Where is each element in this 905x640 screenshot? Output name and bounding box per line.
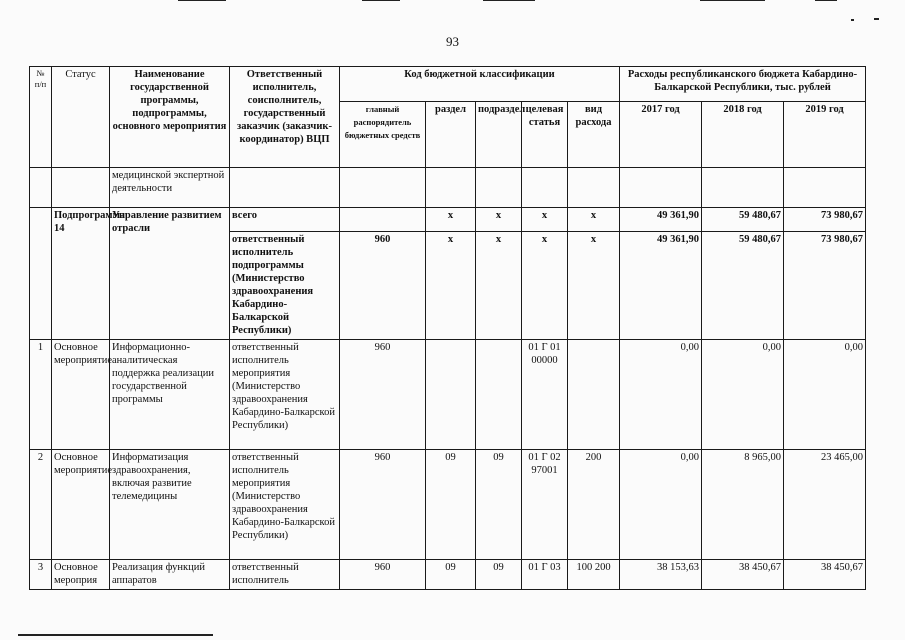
bottom-scan-line: [18, 634, 213, 636]
cell-status: Основное мероприятие: [52, 450, 110, 560]
cell-2017: 49 361,90: [620, 232, 702, 340]
cell-resp: ответственный исполнитель: [230, 560, 340, 590]
cell-podrazdel: 09: [476, 450, 522, 560]
scan-artifact-dot: [851, 19, 854, 21]
cell-2018: 59 480,67: [702, 208, 784, 232]
cell-razdel: 09: [426, 450, 476, 560]
cell-2017: 0,00: [620, 450, 702, 560]
scan-artifact-line: [362, 0, 400, 1]
cell-target: х: [522, 232, 568, 340]
cell-grbs: [340, 168, 426, 208]
cell-resp: ответственный исполнитель подпрограммы (Министерство здравоохранения Кабардино-Балкарской Республики): [230, 232, 340, 340]
cell-podrazdel: [476, 168, 522, 208]
cell-target: 01 Г 03: [522, 560, 568, 590]
header-razdel: раздел: [426, 102, 476, 168]
header-vid: вид расхода: [568, 102, 620, 168]
cell-vid: [568, 340, 620, 450]
cell-2018: 38 450,67: [702, 560, 784, 590]
cell-2019: [784, 168, 866, 208]
cell-name: медицинской экспертной деятельности: [110, 168, 230, 208]
cell-vid: х: [568, 208, 620, 232]
cell-razdel: х: [426, 232, 476, 340]
cell-target: [522, 168, 568, 208]
header-num: № п/п: [30, 67, 52, 168]
cell-podrazdel: х: [476, 208, 522, 232]
header-status: Статус: [52, 67, 110, 168]
table-row: [30, 450, 866, 560]
table-row: [30, 340, 866, 450]
cell-status: [52, 168, 110, 208]
cell-2019: 23 465,00: [784, 450, 866, 560]
header-2019: 2019 год: [784, 102, 866, 168]
scan-artifact-line: [815, 0, 837, 1]
cell-resp: всего: [230, 208, 340, 232]
cell-2019: 73 980,67: [784, 208, 866, 232]
cell-podrazdel: 09: [476, 560, 522, 590]
cell-razdel: [426, 340, 476, 450]
table-row: [30, 208, 866, 232]
header-target: целевая статья: [522, 102, 568, 168]
table-row: [30, 168, 866, 208]
cell-vid: 200: [568, 450, 620, 560]
cell-2017: 49 361,90: [620, 208, 702, 232]
cell-grbs: 960: [340, 340, 426, 450]
cell-target: х: [522, 208, 568, 232]
cell-target: 01 Г 02 97001: [522, 450, 568, 560]
scan-artifact-line: [483, 0, 535, 1]
header-2018: 2018 год: [702, 102, 784, 168]
cell-num: 2: [30, 450, 52, 560]
header-expenses: Расходы республиканского бюджета Кабардино-Балкарской Республики, тыс. рублей: [620, 67, 866, 102]
header-grbs-label: главный распорядитель бюджетных средств: [344, 104, 421, 140]
cell-grbs: 960: [340, 232, 426, 340]
table-row: [30, 560, 866, 590]
cell-status: Основное мероприя: [52, 560, 110, 590]
page-number: 93: [446, 34, 459, 49]
cell-2018: 0,00: [702, 340, 784, 450]
header-grbs: [340, 102, 426, 168]
header-kbk: Код бюджетной классификации: [340, 67, 620, 102]
cell-podrazdel: [476, 340, 522, 450]
scan-artifact-dot: [874, 18, 879, 20]
budget-table: [29, 66, 866, 590]
cell-grbs: 960: [340, 450, 426, 560]
cell-2017: [620, 168, 702, 208]
header-responsible: Ответственный исполнитель, соисполнитель, государственный заказчик (заказчик-координатор) ВЦП: [230, 67, 340, 168]
cell-resp: ответственный исполнитель мероприятия (Министерство здравоохранения Кабардино-Балкарской Республики): [230, 340, 340, 450]
cell-resp: ответственный исполнитель мероприятия (Министерство здравоохранения Кабардино-Балкарской Республики): [230, 450, 340, 560]
cell-vid: [568, 168, 620, 208]
cell-razdel: [426, 168, 476, 208]
cell-name: Управление развитием отрасли: [110, 208, 230, 340]
cell-grbs: [340, 208, 426, 232]
cell-resp: [230, 168, 340, 208]
cell-2017: 0,00: [620, 340, 702, 450]
cell-vid: х: [568, 232, 620, 340]
cell-2018: [702, 168, 784, 208]
cell-num: [30, 168, 52, 208]
header-name: Наименование государственной программы, подпрограммы, основного мероприятия: [110, 67, 230, 168]
header-row-main: [30, 67, 866, 102]
cell-2019: 0,00: [784, 340, 866, 450]
cell-status: Основное мероприятие: [52, 340, 110, 450]
cell-podrazdel: х: [476, 232, 522, 340]
cell-2019: 73 980,67: [784, 232, 866, 340]
cell-2019: 38 450,67: [784, 560, 866, 590]
cell-name: Информационно-аналитическая поддержка реализации государственной программы: [110, 340, 230, 450]
cell-name: Реализация функций аппаратов: [110, 560, 230, 590]
cell-name: Информатизация здравоохранения, включая развитие телемедицины: [110, 450, 230, 560]
cell-2018: 8 965,00: [702, 450, 784, 560]
cell-num: 3: [30, 560, 52, 590]
cell-2018: 59 480,67: [702, 232, 784, 340]
header-2017: 2017 год: [620, 102, 702, 168]
scan-artifact-line: [178, 0, 226, 1]
cell-2017: 38 153,63: [620, 560, 702, 590]
cell-razdel: 09: [426, 560, 476, 590]
cell-razdel: х: [426, 208, 476, 232]
cell-target: 01 Г 01 00000: [522, 340, 568, 450]
cell-num: 1: [30, 340, 52, 450]
header-podrazdel: подраздел: [476, 102, 522, 168]
cell-num: [30, 208, 52, 340]
cell-vid: 100 200: [568, 560, 620, 590]
cell-status: Подпрограмма 14: [52, 208, 110, 340]
cell-grbs: 960: [340, 560, 426, 590]
scan-artifact-line: [700, 0, 765, 1]
